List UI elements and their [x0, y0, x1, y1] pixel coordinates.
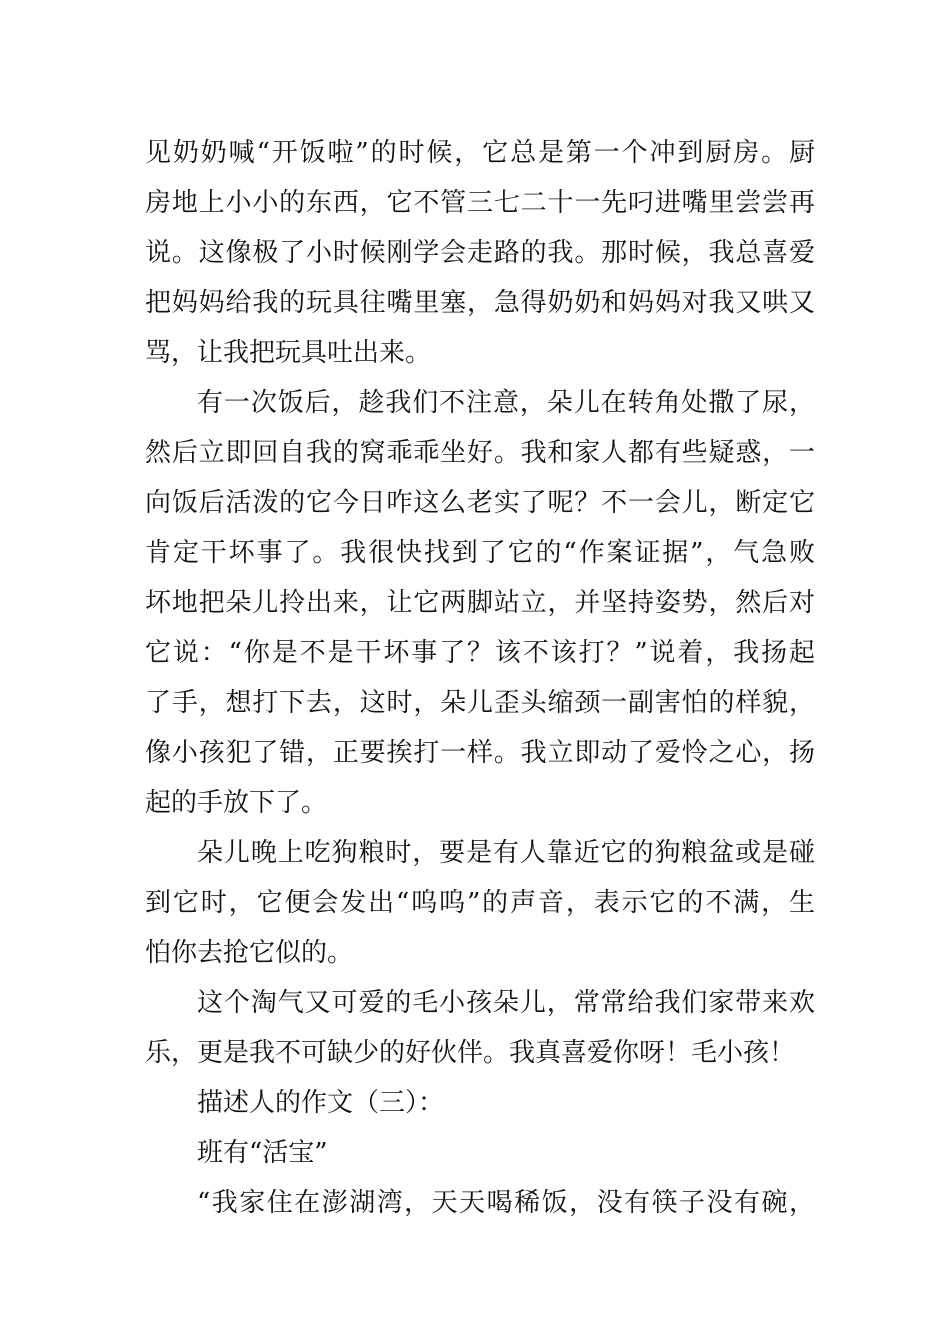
text-line: 见奶奶喊“开饭啦”的时候，它总是第一个冲到厨房。厨 — [145, 138, 815, 168]
text-line: 说。这像极了小时候刚学会走路的我。那时候，我总喜爱 — [145, 238, 815, 268]
text-line: 像小孩犯了错，正要挨打一样。我立即动了爱怜之心，扬 — [145, 738, 815, 768]
text-line: 把妈妈给我的玩具往嘴里塞，急得奶奶和妈妈对我又哄又 — [145, 288, 815, 318]
text-line: 起的手放下了。 — [145, 788, 328, 818]
paragraph-first-line: 描述人的作文（三）： — [197, 1088, 445, 1118]
text-line: 乐，更是我不可缺少的好伙伴。我真喜爱你呀！毛小孩！ — [145, 1038, 796, 1068]
text-line: 到它时，它便会发出“呜呜”的声音，表示它的不满，生 — [145, 888, 815, 918]
text-line: 坏地把朵儿拎出来，让它两脚站立，并坚持姿势，然后对 — [145, 588, 815, 618]
text-line: 向饭后活泼的它今日咋这么老实了呢？不一会儿，断定它 — [145, 488, 815, 518]
text-line: 房地上小小的东西，它不管三七二十一先叼进嘴里尝尝再 — [145, 188, 815, 218]
paragraph-first-line: 有一次饭后，趁我们不注意，朵儿在转角处撒了尿， — [197, 388, 815, 418]
text-line: 然后立即回自我的窝乖乖坐好。我和家人都有些疑惑，一 — [145, 438, 815, 468]
text-line: 肯定干坏事了。我很快找到了它的“作案证据”，气急败 — [145, 538, 815, 568]
paragraph-first-line: 朵儿晚上吃狗粮时，要是有人靠近它的狗粮盆或是碰 — [197, 838, 815, 868]
text-line: 怕你去抢它似的。 — [145, 938, 354, 968]
text-line: 了手，想打下去，这时，朵儿歪头缩颈一副害怕的样貌， — [145, 688, 815, 718]
essay-text — [145, 128, 815, 1228]
paragraph-first-line: 这个淘气又可爱的毛小孩朵儿，常常给我们家带来欢 — [197, 988, 815, 1018]
text-line: 它说：“你是不是干坏事了？该不该打？”说着，我扬起 — [145, 638, 815, 668]
text-line: 骂，让我把玩具吐出来。 — [145, 338, 432, 368]
paragraph-first-line: 班有“活宝” — [197, 1138, 328, 1168]
paragraph-first-line: “我家住在澎湖湾，天天喝稀饭，没有筷子没有碗， — [197, 1188, 815, 1218]
